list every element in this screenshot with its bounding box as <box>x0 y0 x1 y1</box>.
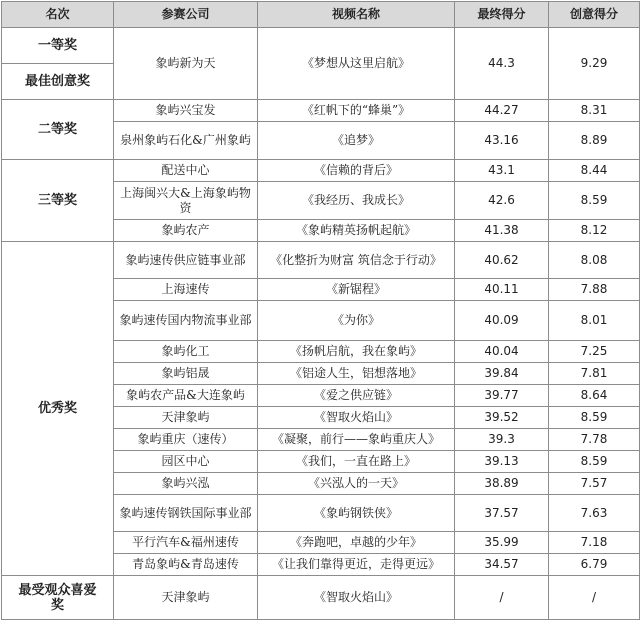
video-cell: 《让我们靠得更近，走得更远》 <box>258 554 455 576</box>
creative-score-cell: 8.31 <box>549 100 640 122</box>
company-cell: 象屿速传供应链事业部 <box>114 242 258 279</box>
creative-score-cell: 8.08 <box>549 242 640 279</box>
final-score-cell: 40.62 <box>455 242 549 279</box>
creative-score-cell: 8.64 <box>549 385 640 407</box>
final-score-cell: / <box>455 576 549 620</box>
award-second: 二等奖 <box>2 100 114 160</box>
creative-score-cell: 7.18 <box>549 532 640 554</box>
creative-score-cell: 8.44 <box>549 160 640 182</box>
video-cell: 《凝聚，前行——象屿重庆人》 <box>258 429 455 451</box>
award-first: 一等奖 <box>2 28 114 64</box>
creative-score-cell: 7.81 <box>549 363 640 385</box>
video-cell: 《铝途人生，铝想落地》 <box>258 363 455 385</box>
final-score-cell: 38.89 <box>455 473 549 495</box>
video-cell: 《为你》 <box>258 301 455 341</box>
header-rank: 名次 <box>2 2 114 28</box>
table-row <box>2 28 640 64</box>
final-score-cell: 35.99 <box>455 532 549 554</box>
company-cell: 象屿速传国内物流事业部 <box>114 301 258 341</box>
creative-score-cell: 8.89 <box>549 122 640 160</box>
creative-score-cell: 8.12 <box>549 220 640 242</box>
company-cell: 配送中心 <box>114 160 258 182</box>
table-row <box>2 160 640 182</box>
header-final-score: 最终得分 <box>455 2 549 28</box>
header-company: 参赛公司 <box>114 2 258 28</box>
company-cell: 上海速传 <box>114 279 258 301</box>
creative-score-cell: / <box>549 576 640 620</box>
company-cell: 青岛象屿&青岛速传 <box>114 554 258 576</box>
final-score-cell: 43.1 <box>455 160 549 182</box>
final-score-cell: 42.6 <box>455 182 549 220</box>
final-score-cell: 40.09 <box>455 301 549 341</box>
creative-score-cell: 8.59 <box>549 407 640 429</box>
video-cell: 《象屿精英扬帆起航》 <box>258 220 455 242</box>
video-cell: 《象屿钢铁侠》 <box>258 495 455 532</box>
video-cell: 《我经历、我成长》 <box>258 182 455 220</box>
video-cell: 《爱之供应链》 <box>258 385 455 407</box>
creative-score-cell: 7.25 <box>549 341 640 363</box>
final-score-cell: 39.77 <box>455 385 549 407</box>
final-score-cell: 44.3 <box>455 28 549 100</box>
company-cell: 象屿兴泓 <box>114 473 258 495</box>
company-cell: 象屿重庆（速传） <box>114 429 258 451</box>
video-cell: 《兴泓人的一天》 <box>258 473 455 495</box>
video-cell: 《新锯程》 <box>258 279 455 301</box>
final-score-cell: 39.3 <box>455 429 549 451</box>
header-creative-score: 创意得分 <box>549 2 640 28</box>
final-score-cell: 40.04 <box>455 341 549 363</box>
video-cell: 《我们，一直在路上》 <box>258 451 455 473</box>
final-score-cell: 41.38 <box>455 220 549 242</box>
creative-score-cell: 8.59 <box>549 182 640 220</box>
creative-score-cell: 7.88 <box>549 279 640 301</box>
creative-score-cell: 8.01 <box>549 301 640 341</box>
company-cell: 象屿新为天 <box>114 28 258 100</box>
company-cell: 天津象屿 <box>114 407 258 429</box>
creative-score-cell: 7.78 <box>549 429 640 451</box>
final-score-cell: 44.27 <box>455 100 549 122</box>
awards-results-table <box>1 1 640 620</box>
final-score-cell: 43.16 <box>455 122 549 160</box>
video-cell: 《信赖的背后》 <box>258 160 455 182</box>
header-video-name: 视频名称 <box>258 2 455 28</box>
company-cell: 平行汽车&福州速传 <box>114 532 258 554</box>
video-cell: 《智取火焰山》 <box>258 576 455 620</box>
video-cell: 《红帆下的“蜂巢”》 <box>258 100 455 122</box>
company-cell: 象屿化工 <box>114 341 258 363</box>
video-cell: 《奔跑吧，卓越的少年》 <box>258 532 455 554</box>
final-score-cell: 39.84 <box>455 363 549 385</box>
creative-score-cell: 8.59 <box>549 451 640 473</box>
company-cell: 象屿农产 <box>114 220 258 242</box>
company-cell: 泉州象屿石化&广州象屿 <box>114 122 258 160</box>
award-audience: 最受观众喜爱奖 <box>2 576 114 620</box>
header-row <box>2 2 640 28</box>
video-cell: 《化整折为财富 筑信念于行动》 <box>258 242 455 279</box>
final-score-cell: 34.57 <box>455 554 549 576</box>
video-cell: 《智取火焰山》 <box>258 407 455 429</box>
creative-score-cell: 9.29 <box>549 28 640 100</box>
award-third: 三等奖 <box>2 160 114 242</box>
creative-score-cell: 6.79 <box>549 554 640 576</box>
final-score-cell: 39.52 <box>455 407 549 429</box>
video-cell: 《追梦》 <box>258 122 455 160</box>
final-score-cell: 37.57 <box>455 495 549 532</box>
company-cell: 园区中心 <box>114 451 258 473</box>
company-cell: 象屿农产品&大连象屿 <box>114 385 258 407</box>
award-best-creative: 最佳创意奖 <box>2 64 114 100</box>
video-cell: 《梦想从这里启航》 <box>258 28 455 100</box>
company-cell: 象屿速传钢铁国际事业部 <box>114 495 258 532</box>
table-row <box>2 576 640 620</box>
company-cell: 象屿兴宝发 <box>114 100 258 122</box>
company-cell: 象屿铝晟 <box>114 363 258 385</box>
creative-score-cell: 7.63 <box>549 495 640 532</box>
award-excellent: 优秀奖 <box>2 242 114 576</box>
table-row <box>2 100 640 122</box>
video-cell: 《扬帆启航，我在象屿》 <box>258 341 455 363</box>
company-cell: 上海闽兴大&上海象屿物资 <box>114 182 258 220</box>
creative-score-cell: 7.57 <box>549 473 640 495</box>
company-cell: 天津象屿 <box>114 576 258 620</box>
table-row <box>2 242 640 279</box>
final-score-cell: 39.13 <box>455 451 549 473</box>
final-score-cell: 40.11 <box>455 279 549 301</box>
